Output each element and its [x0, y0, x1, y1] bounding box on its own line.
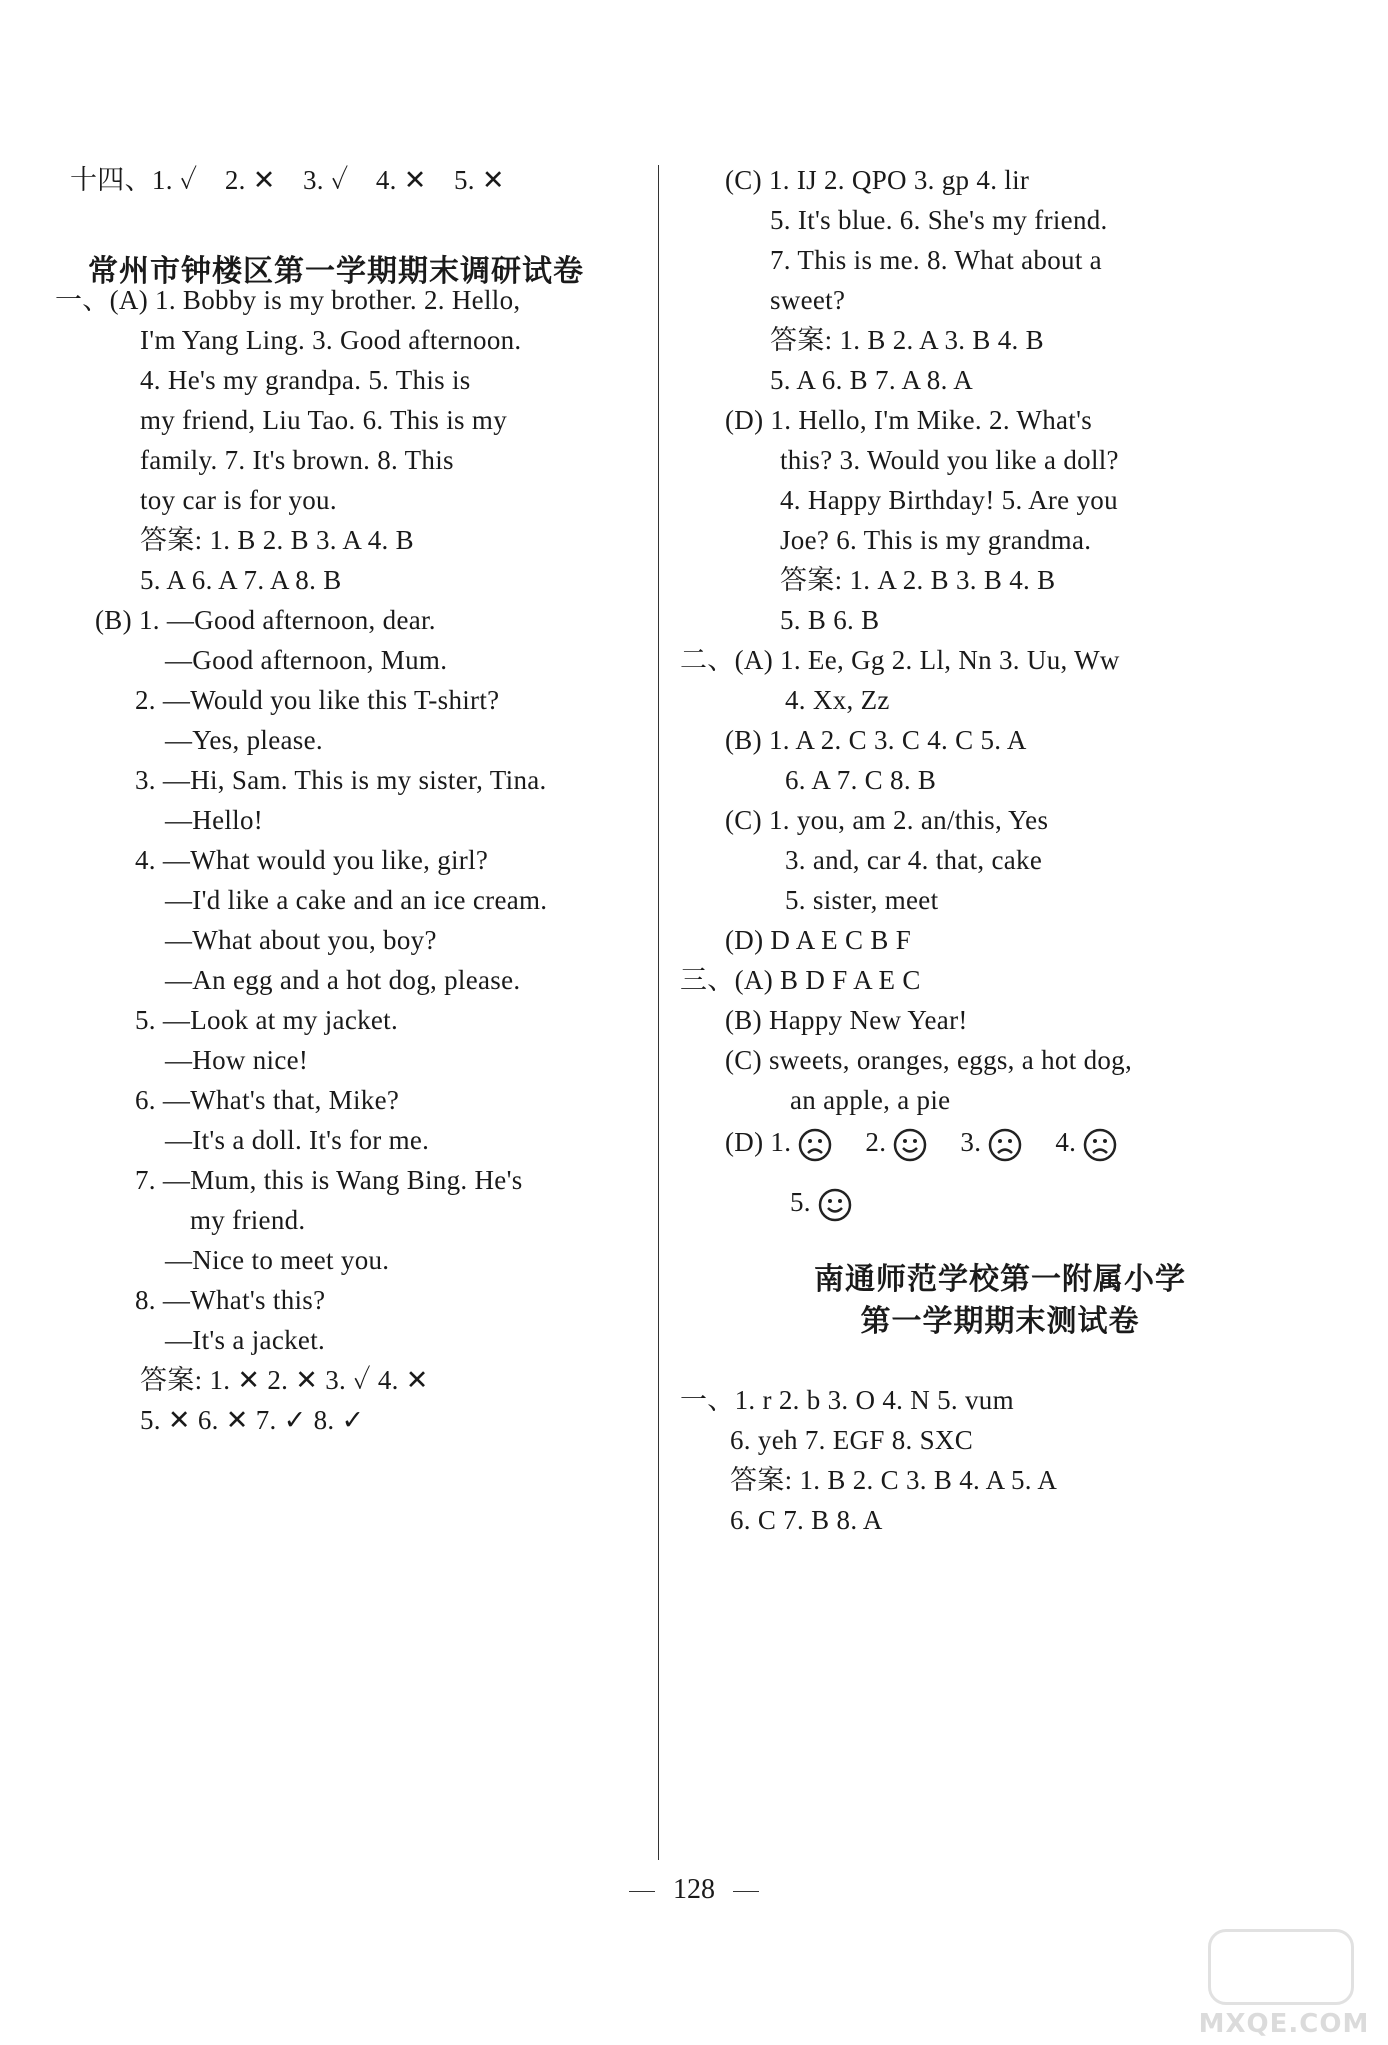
page-number: 128 [673, 1874, 715, 1905]
answer-key-line: 5. ✕ 6. ✕ 7. ✓ 8. ✓ [140, 1405, 365, 1435]
answer-line: Joe? 6. This is my grandma. [780, 525, 1092, 555]
face-number: 3. [960, 1127, 982, 1157]
answer-key-line: 答案: 1. B 2. C 3. B 4. A 5. A [730, 1465, 1058, 1495]
dialogue-line: —It's a jacket. [165, 1325, 326, 1355]
answer-line: 4. Xx, Zz [785, 685, 890, 715]
answer-line: I'm Yang Ling. 3. Good afternoon. [140, 325, 522, 355]
faces-row-2 [790, 1182, 852, 1226]
face-number: 2. [865, 1127, 887, 1157]
dialogue-line: —I'd like a cake and an ice cream. [165, 885, 548, 915]
answer-line: sweet? [770, 285, 846, 315]
answer-line: (C) 1. IJ 2. QPO 3. gp 4. lir [725, 165, 1030, 195]
face-number: 4. [1055, 1127, 1077, 1157]
faces-prefix: (D) 1. [725, 1127, 792, 1157]
answer-line: (D) 1. Hello, I'm Mike. 2. What's [725, 405, 1093, 435]
section-3-line: 三、(A) B D F A E C [680, 965, 921, 995]
dialogue-line: 6. —What's that, Mike? [135, 1085, 400, 1115]
answer-line: (B) Happy New Year! [725, 1005, 968, 1035]
dialogue-line: 5. —Look at my jacket. [135, 1005, 399, 1035]
answer-line: 6. yeh 7. EGF 8. SXC [730, 1425, 974, 1455]
face-number: 5. [790, 1187, 811, 1217]
dialogue-line: —Nice to meet you. [165, 1245, 390, 1275]
watermark-text: MXQE.COM [1198, 2009, 1370, 2039]
dialogue-line: 7. —Mum, this is Wang Bing. He's [135, 1165, 523, 1195]
answer-key-line: 答案: 1. B 2. A 3. B 4. B [770, 325, 1044, 355]
section-title-nantong-line1: 南通师范学校第一附属小学 [814, 1262, 1186, 1297]
dialogue-line: (B) 1. —Good afternoon, dear. [95, 605, 436, 635]
dialogue-line: 3. —Hi, Sam. This is my sister, Tina. [135, 765, 547, 795]
answer-line: 4. Happy Birthday! 5. Are you [780, 485, 1118, 515]
section-title-changzhou: 常州市钟楼区第一学期期末调研试卷 [88, 254, 584, 289]
answer-line: 5. sister, meet [785, 885, 939, 915]
watermark-logo-icon [1208, 1929, 1354, 2005]
dialogue-line: 8. —What's this? [135, 1285, 326, 1315]
answer-line: 7. This is me. 8. What about a [770, 245, 1102, 275]
dialogue-line: my friend. [190, 1205, 306, 1235]
answer-line: 一、1. r 2. b 3. O 4. N 5. vum [680, 1385, 1014, 1415]
answer-key-line: 答案: 1. ✕ 2. ✕ 3. ✓ 4. ✕ [140, 1365, 429, 1395]
answer-line: family. 7. It's brown. 8. This [140, 445, 454, 475]
dialogue-line: —How nice! [165, 1045, 309, 1075]
answer-key-line: 答案: 1. B 2. B 3. A 4. B [140, 525, 414, 555]
dialogue-line: —Hello! [165, 805, 264, 835]
section-2-line: 二、(A) 1. Ee, Gg 2. Ll, Nn 3. Uu, Ww [680, 645, 1120, 675]
answer-key-line: 5. B 6. B [780, 605, 880, 635]
answer-key-line: 5. A 6. B 7. A 8. A [770, 365, 974, 395]
dialogue-line: 2. —Would you like this T-shirt? [135, 685, 500, 715]
dialogue-line: —Good afternoon, Mum. [165, 645, 448, 675]
dialogue-line: —What about you, boy? [165, 925, 437, 955]
sad-face-icon [988, 1128, 1022, 1162]
section-14-answers: 十四、1. ✓ 2. ✕ 3. ✓ 4. ✕ 5. ✕ [70, 165, 505, 195]
answer-key-line: 5. A 6. A 7. A 8. B [140, 565, 342, 595]
answer-key-line: 答案: 1. A 2. B 3. B 4. B [780, 565, 1056, 595]
answer-line: 4. He's my grandpa. 5. This is [140, 365, 471, 395]
watermark [1194, 1929, 1374, 2039]
answer-line: 3. and, car 4. that, cake [785, 845, 1043, 875]
column-divider [658, 165, 659, 1860]
answer-line: toy car is for you. [140, 485, 337, 515]
answer-line: 5. It's blue. 6. She's my friend. [770, 205, 1108, 235]
answer-line: an apple, a pie [790, 1085, 951, 1115]
dialogue-line: —An egg and a hot dog, please. [165, 965, 521, 995]
happy-face-icon [818, 1188, 852, 1222]
answer-line: my friend, Liu Tao. 6. This is my [140, 405, 507, 435]
answer-line: (B) 1. A 2. C 3. C 4. C 5. A [725, 725, 1027, 755]
section-title-nantong-line2: 第一学期期末测试卷 [860, 1304, 1140, 1339]
sad-face-icon [798, 1128, 832, 1162]
happy-face-icon [893, 1128, 927, 1162]
dialogue-line: 4. —What would you like, girl? [135, 845, 489, 875]
answer-key-line: 6. C 7. B 8. A [730, 1505, 883, 1535]
dialogue-line: —Yes, please. [165, 725, 323, 755]
faces-row-1 [725, 1122, 1117, 1166]
page-footer [0, 1870, 1388, 1910]
answer-line: 一、(A) 1. Bobby is my brother. 2. Hello, [55, 285, 521, 315]
answer-line: (C) sweets, oranges, eggs, a hot dog, [725, 1045, 1133, 1075]
answer-line: (C) 1. you, am 2. an/this, Yes [725, 805, 1049, 835]
dialogue-line: —It's a doll. It's for me. [165, 1125, 430, 1155]
sad-face-icon [1083, 1128, 1117, 1162]
answer-line: 6. A 7. C 8. B [785, 765, 937, 795]
answer-line: (D) D A E C B F [725, 925, 912, 955]
answer-line: this? 3. Would you like a doll? [780, 445, 1119, 475]
